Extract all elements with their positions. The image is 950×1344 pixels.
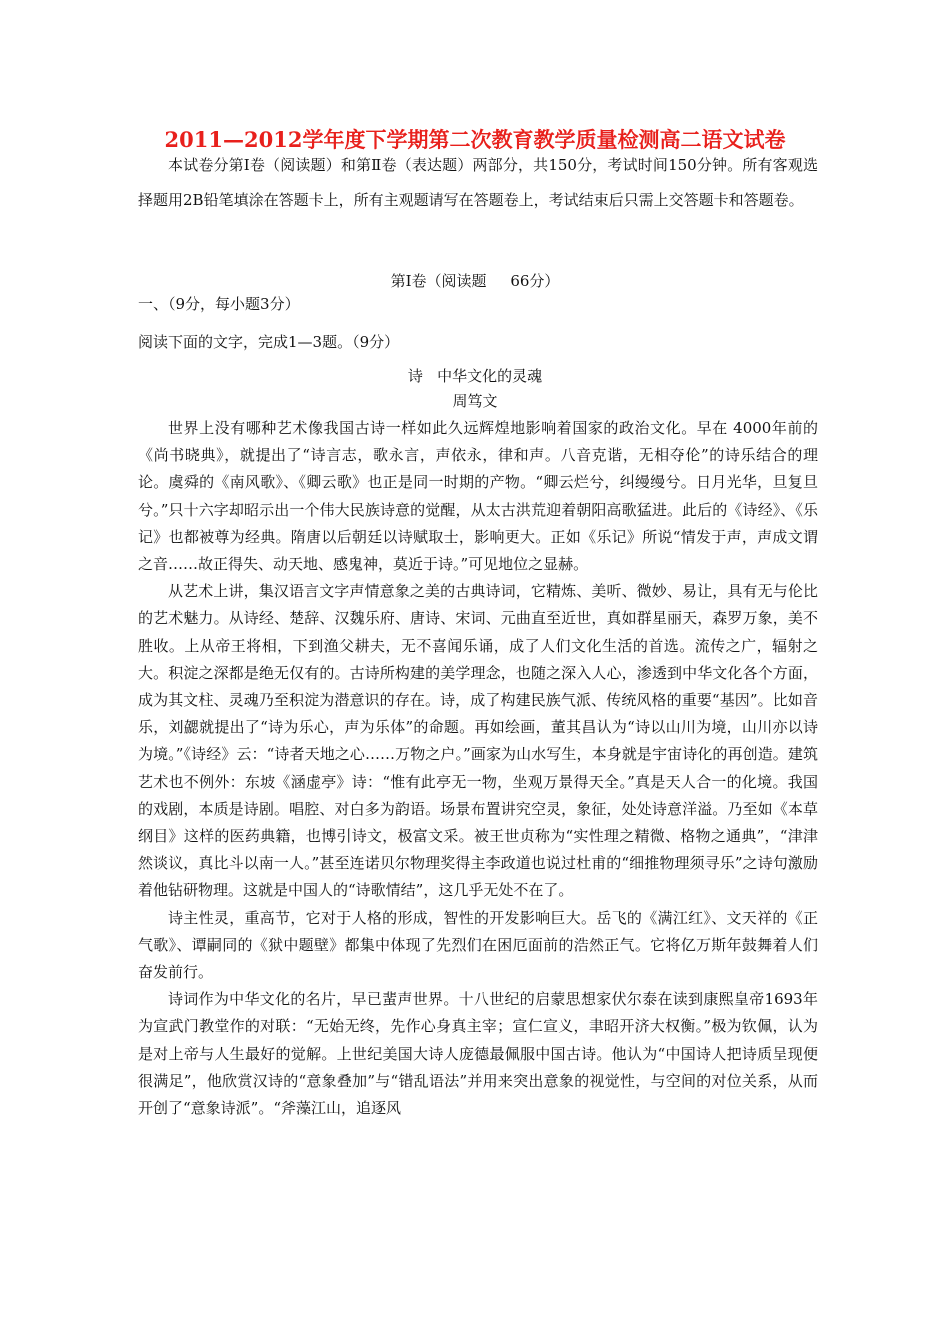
article-body (138, 415, 818, 1122)
reading-instruction: 阅读下面的文字，完成1—3题。（9分） (138, 333, 400, 351)
article-paragraph: 诗主性灵，重高节，它对于人格的形成，智性的开发影响巨大。岳飞的《满江红》、文天祥的《正气歌》、谭嗣同的《狱中题壁》都集中体现了先烈们在困厄面前的浩然正气。它将亿万斯年鼓舞着人们奋发前行。 (138, 908, 818, 982)
exam-intro: 本试卷分第Ⅰ卷（阅读题）和第Ⅱ卷（表达题）两部分，共150分，考试时间150分钟。所有客观选择题用2B铅笔填涂在答题卡上，所有主观题请写在答题卷上，考试结束后只需上交答题卡和答题卷。 (138, 156, 818, 209)
article-paragraph: 从艺术上讲，集汉语言文字声情意象之美的古典诗词，它精炼、美听、微妙、易让，具有无与伦比的艺术魅力。从诗经、楚辞、汉魏乐府、唐诗、宋词、元曲直至近世，真如群星丽天，森罗万象，美不胜收。上从帝王将相，下到渔父耕夫，无不喜闻乐诵，成了人们文化生活的首选。流传之广，辐射之大。积淀之深都是绝无仅有的。古诗所构建的美学理念，也随之深入人心，渗透到中华文化各个方面，成为其文柱、灵魂乃至积淀为潜意识的存在。诗，成了构建民族气派、传统风格的重要“基因”。比如音乐，刘勰就提出了“诗为乐心，声为乐体”的命题。再如绘画，董其昌认为“诗以山川为境，山川亦以诗为境。”《诗经》云：“诗者天地之心……万物之户。”画家为山水写生，本身就是宇宙诗化的再创造。建筑艺术也不例外：东坡《涵虚亭》诗：“惟有此亭无一物，坐观万景得天全。”真是天人合一的化境。我国的戏剧，本质是诗剧。唱腔、对白多为韵语。场景布置讲究空灵，象征，处处诗意洋溢。乃至如《本草纲目》这样的医药典籍，也博引诗文，极富文采。被王世贞称为“实性理之精微、格物之通典”，“津津然谈议，真比斗以南一人。”甚至连诺贝尔物理奖得主李政道也说过杜甫的“细推物理须寻乐”之诗句激励着他钻研物理。这就是中国人的“诗歌情结”，这几乎无处不在了。 (138, 582, 818, 900)
section-heading: 第Ⅰ卷（阅读题 66分） (390, 272, 560, 290)
article-title: 诗 中华文化的灵魂 (407, 367, 543, 385)
exam-title: 2011—2012学年度下学期第二次教育教学质量检测高二语文试卷 (164, 127, 786, 152)
article-paragraph: 世界上没有哪种艺术像我国古诗一样如此久远辉煌地影响着国家的政治文化。早在 4000年前的《尚书晓典》，就提出了“诗言志，歌永言，声依永，律和声。八音克谐，无相夺伦”的诗乐结合的理论。虞舜的《南风歌》、《卿云歌》也正是同一时期的产物。“卿云烂兮，纠缦缦兮。日月光华，旦复旦兮。”只十六字却昭示出一个伟大民族诗意的觉醒，从太古洪荒迎着朝阳高歌猛进。此后的《诗经》、《乐记》也都被尊为经典。隋唐以后朝廷以诗赋取士，影响更大。正如《乐记》所说“情发于声，声成文谓之音……故正得失、动天地、感鬼神，莫近于诗。”可见地位之显赫。 (138, 419, 818, 574)
article-paragraph: 诗词作为中华文化的名片，早已蜚声世界。十八世纪的启蒙思想家伏尔泰在读到康熙皇帝1693年为宣武门教堂作的对联：“无始无终，先作心身真主宰；宣仁宣义，聿昭开济大权衡。”极为钦佩，认为是对上帝与人生最好的觉解。上世纪美国大诗人庞德最佩服中国古诗。他认为“中国诗人把诗质呈现便很满足”，他欣赏汉诗的“意象叠加”与“错乱语法”并用来突出意象的视觉性，与空间的对位关系，从而开创了“意象诗派”。“斧藻江山，追逐风 (138, 990, 818, 1118)
article-author: 周笃文 (452, 392, 498, 410)
part-label: 一、（9分，每小题3分） (138, 295, 300, 313)
